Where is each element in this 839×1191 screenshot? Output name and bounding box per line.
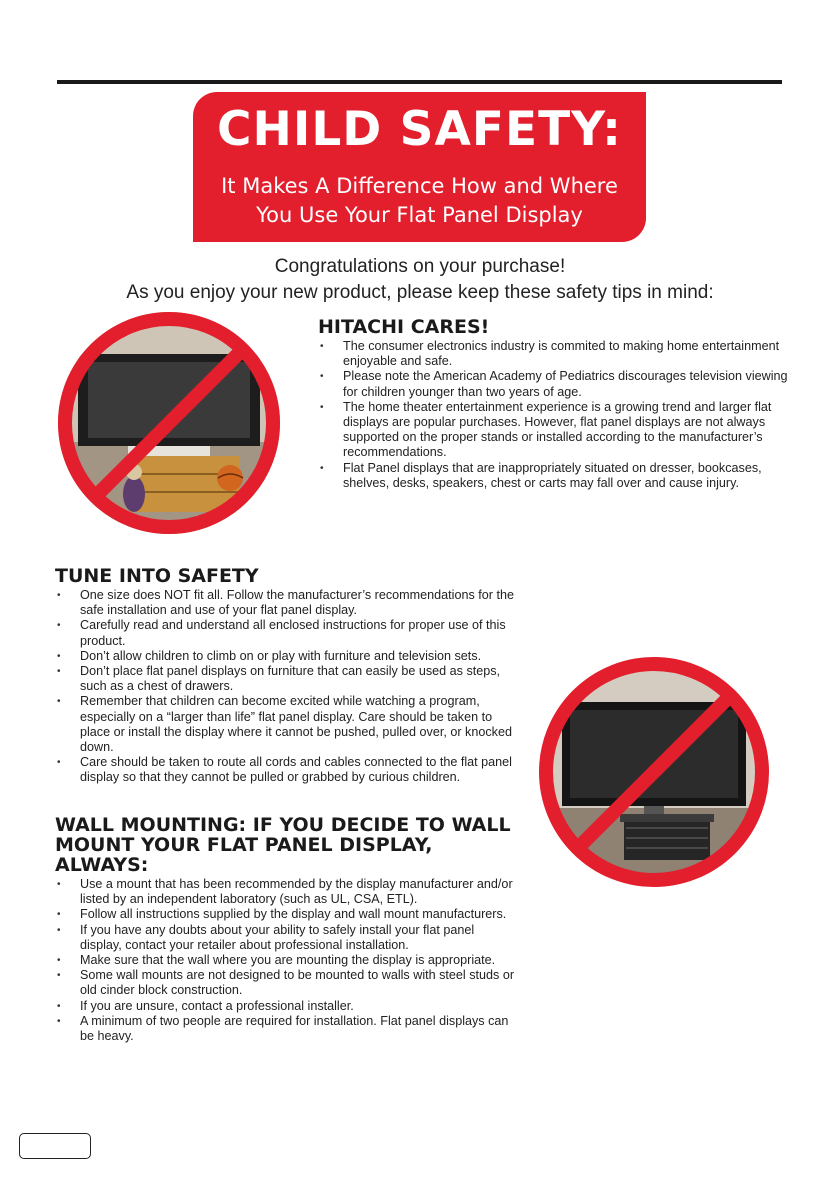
list-item: • Carefully read and understand all enclosed instructions for proper use of this product.	[55, 618, 515, 648]
wall-mounting-heading-bold: WALL MOUNTING:	[55, 814, 247, 836]
page-number-box	[19, 1133, 91, 1159]
list-item: • A minimum of two people are required for installation. Flat panel displays can be heavy.	[55, 1014, 515, 1044]
banner-title: CHILD SAFETY:	[217, 102, 622, 157]
tune-into-safety-heading: TUNE INTO SAFETY	[55, 565, 259, 587]
top-rule	[57, 80, 782, 84]
list-item: • One size does NOT fit all. Follow the manufacturer’s recommendations for the safe installation and use of your flat panel display.	[55, 588, 515, 618]
list-item: • Don’t place flat panel displays on furniture that can easily be used as steps, such as a chest of drawers.	[55, 664, 515, 694]
wall-mounting-heading	[55, 815, 515, 875]
list-item: • Use a mount that has been recommended by the display manufacturer and/or listed by an independent laboratory (such as UL, CSA, ETL).	[55, 877, 515, 907]
prohibition-sign-icon	[535, 653, 773, 891]
banner-subtitle-line2: You Use Your Flat Panel Display	[256, 203, 583, 227]
wall-mounting-heading-rest: IF YOU DECIDE TO WALL	[252, 814, 511, 836]
list-item: • Some wall mounts are not designed to be mounted to walls with steel studs or old cinder block construction.	[55, 968, 515, 998]
list-item: • Follow all instructions supplied by the display and wall mount manufacturers.	[55, 907, 515, 922]
prohibition-sign-icon	[54, 308, 284, 538]
greeting-line1: Congratulations on your purchase!	[274, 256, 566, 277]
list-item: • Don’t allow children to climb on or play with furniture and television sets.	[55, 649, 515, 664]
wall-mounting-list	[55, 877, 515, 1044]
list-item: • The home theater entertainment experience is a growing trend and larger flat displays are popular purchases. However, flat panel displays are not always supported on the proper stands or installed according to the manufacturer’s recommendations.	[318, 400, 788, 461]
list-item: • Remember that children can become excited while watching a program, especially on a “larger than life” flat panel display. Care should be taken to place or install the display where it cannot be pushed, pulled over, or knocked down.	[55, 694, 515, 755]
banner-subtitle-line1: It Makes A Difference How and Where	[221, 174, 618, 198]
tune-into-safety-section	[55, 566, 515, 786]
greeting-line2: As you enjoy your new product, please keep these safety tips in mind:	[126, 282, 714, 303]
tune-into-safety-list	[55, 588, 515, 786]
hitachi-cares-section	[318, 317, 788, 491]
list-item: • Make sure that the wall where you are mounting the display is appropriate.	[55, 953, 515, 968]
hitachi-cares-heading: HITACHI CARES!	[318, 316, 490, 338]
wall-mounting-heading-line2: MOUNT YOUR FLAT PANEL DISPLAY, ALWAYS:	[55, 834, 433, 876]
list-item: • If you have any doubts about your ability to safely install your flat panel display, contact your retailer about professional installation.	[55, 923, 515, 953]
list-item: • If you are unsure, contact a professional installer.	[55, 999, 515, 1014]
wall-mounting-section	[55, 815, 515, 1044]
child-safety-banner	[193, 92, 646, 242]
list-item: • Flat Panel displays that are inappropriately situated on dresser, bookcases, shelves, desks, speakers, chest or carts may fall over and cause injury.	[318, 461, 788, 491]
list-item: • Care should be taken to route all cords and cables connected to the flat panel display so that they cannot be pulled or grabbed by curious children.	[55, 755, 515, 785]
hitachi-cares-list	[318, 339, 788, 491]
list-item: • The consumer electronics industry is commited to making home entertainment enjoyable and safe.	[318, 339, 788, 369]
list-item: • Please note the American Academy of Pediatrics discourages television viewing for children younger than two years of age.	[318, 369, 788, 399]
